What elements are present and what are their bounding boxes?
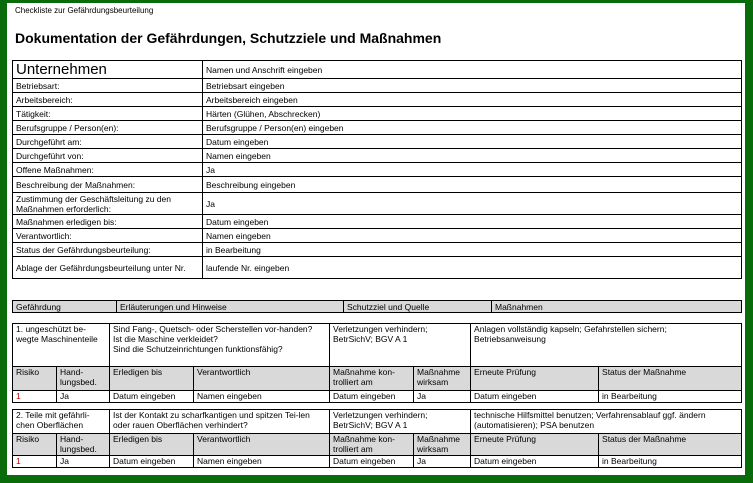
col-massnahmen: Maßnahmen — [492, 301, 742, 313]
hazard-hints: Ist der Kontakt zu scharfkantigen und spitzen Tei-len oder rauen Oberflächen verhindert? — [110, 410, 330, 434]
col-schutzziel: Schutzziel und Quelle — [344, 301, 492, 313]
sub-pruefung: Erneute Prüfung — [471, 434, 599, 456]
hazard-hints: Sind Fang-, Quetsch- oder Scherstellen vor-handen? Ist die Maschine verkleidet? Sind die Schutzeinrichtungen funktionsfähig? — [110, 324, 330, 367]
sub-verantwortlich: Verantwortlich — [194, 434, 330, 456]
sub-risiko: Risiko — [13, 367, 57, 391]
hazard-goal: Verletzungen verhindern; BetrSichV; BGV A 1 — [330, 410, 471, 434]
effective-value[interactable]: Ja — [414, 391, 471, 403]
sub-erledigen: Erledigen bis — [110, 367, 194, 391]
info-value[interactable]: Namen eingeben — [203, 149, 742, 163]
info-value[interactable]: Datum eingeben — [203, 135, 742, 149]
sub-erledigen: Erledigen bis — [110, 434, 194, 456]
sub-status: Status der Maßnahme — [599, 367, 742, 391]
info-label: Zustimmung der Geschäftsleitung zu den Maßnahmen erforderlich: — [13, 193, 203, 215]
info-value[interactable]: Betriebsart eingeben — [203, 79, 742, 93]
info-label: Tätigkeit: — [13, 107, 203, 121]
sub-risiko: Risiko — [13, 434, 57, 456]
sub-handlung: Hand-lungsbed. — [57, 367, 110, 391]
small-title: Checkliste zur Gefährdungsbeurteilung — [15, 6, 154, 15]
info-label: Durchgeführt von: — [13, 149, 203, 163]
info-label: Ablage der Gefährdungsbeurteilung unter Nr. — [13, 257, 203, 279]
hazard-block-1 — [12, 323, 742, 403]
info-value[interactable]: Ja — [203, 193, 742, 215]
hazard-goal: Verletzungen verhindern; BetrSichV; BGV A 1 — [330, 324, 471, 367]
company-label: Unternehmen — [13, 61, 203, 79]
effective-value[interactable]: Ja — [414, 456, 471, 468]
owner-value[interactable]: Namen eingeben — [194, 391, 330, 403]
info-value[interactable]: Datum eingeben — [203, 215, 742, 229]
action-value[interactable]: Ja — [57, 456, 110, 468]
sub-kontrolliert: Maßnahme kon-trolliert am — [330, 367, 414, 391]
info-value[interactable]: Beschreibung eingeben — [203, 177, 742, 193]
checked-value[interactable]: Datum eingeben — [330, 456, 414, 468]
state-value[interactable]: in Bearbeitung — [599, 456, 742, 468]
hazard-measures[interactable]: Anlagen vollständig kapseln; Gefahrstellen sichern; Betriebsanweisung — [471, 324, 742, 367]
sub-verantwortlich: Verantwortlich — [194, 367, 330, 391]
info-label: Beschreibung der Maßnahmen: — [13, 177, 203, 193]
sub-pruefung: Erneute Prüfung — [471, 367, 599, 391]
sub-handlung: Hand-lungsbed. — [57, 434, 110, 456]
info-value[interactable]: Berufsgruppe / Person(en) eingeben — [203, 121, 742, 135]
risk-value[interactable]: 1 — [13, 391, 57, 403]
risk-value[interactable]: 1 — [13, 456, 57, 468]
company-value[interactable]: Namen und Anschrift eingeben — [203, 61, 742, 79]
owner-value[interactable]: Namen eingeben — [194, 456, 330, 468]
hazard-title: 2. Teile mit gefährli-chen Oberflächen — [13, 410, 110, 434]
hazard-column-header — [12, 300, 742, 313]
sub-status: Status der Maßnahme — [599, 434, 742, 456]
hazard-block-2 — [12, 409, 742, 468]
action-value[interactable]: Ja — [57, 391, 110, 403]
info-value[interactable]: laufende Nr. eingeben — [203, 257, 742, 279]
info-label: Offene Maßnahmen: — [13, 163, 203, 177]
hazard-title: 1. ungeschützt be-wegte Maschinenteile — [13, 324, 110, 367]
checklist-page — [7, 3, 745, 475]
col-erlaeuterungen: Erläuterungen und Hinweise — [117, 301, 344, 313]
state-value[interactable]: in Bearbeitung — [599, 391, 742, 403]
info-value[interactable]: in Bearbeitung — [203, 243, 742, 257]
sub-wirksam: Maßnahme wirksam — [414, 367, 471, 391]
due-value[interactable]: Datum eingeben — [110, 456, 194, 468]
info-label: Maßnahmen erledigen bis: — [13, 215, 203, 229]
hazard-measures[interactable]: technische Hilfsmittel benutzen; Verfahrensablauf ggf. ändern (automatisieren); PSA benutzen — [471, 410, 742, 434]
info-label: Arbeitsbereich: — [13, 93, 203, 107]
info-label: Status der Gefährdungsbeurteilung: — [13, 243, 203, 257]
due-value[interactable]: Datum eingeben — [110, 391, 194, 403]
info-value[interactable]: Ja — [203, 163, 742, 177]
page-title: Dokumentation der Gefährdungen, Schutzziele und Maßnahmen — [15, 30, 442, 46]
recheck-value[interactable]: Datum eingeben — [471, 456, 599, 468]
recheck-value[interactable]: Datum eingeben — [471, 391, 599, 403]
info-value[interactable]: Namen eingeben — [203, 229, 742, 243]
info-label: Durchgeführt am: — [13, 135, 203, 149]
sub-wirksam: Maßnahme wirksam — [414, 434, 471, 456]
info-value[interactable]: Arbeitsbereich eingeben — [203, 93, 742, 107]
checked-value[interactable]: Datum eingeben — [330, 391, 414, 403]
info-value[interactable]: Härten (Glühen, Abschrecken) — [203, 107, 742, 121]
sub-kontrolliert: Maßnahme kon-trolliert am — [330, 434, 414, 456]
info-label: Berufsgruppe / Person(en): — [13, 121, 203, 135]
info-label: Verantwortlich: — [13, 229, 203, 243]
company-info-table — [12, 60, 742, 279]
col-gefaehrdung: Gefährdung — [13, 301, 117, 313]
info-label: Betriebsart: — [13, 79, 203, 93]
